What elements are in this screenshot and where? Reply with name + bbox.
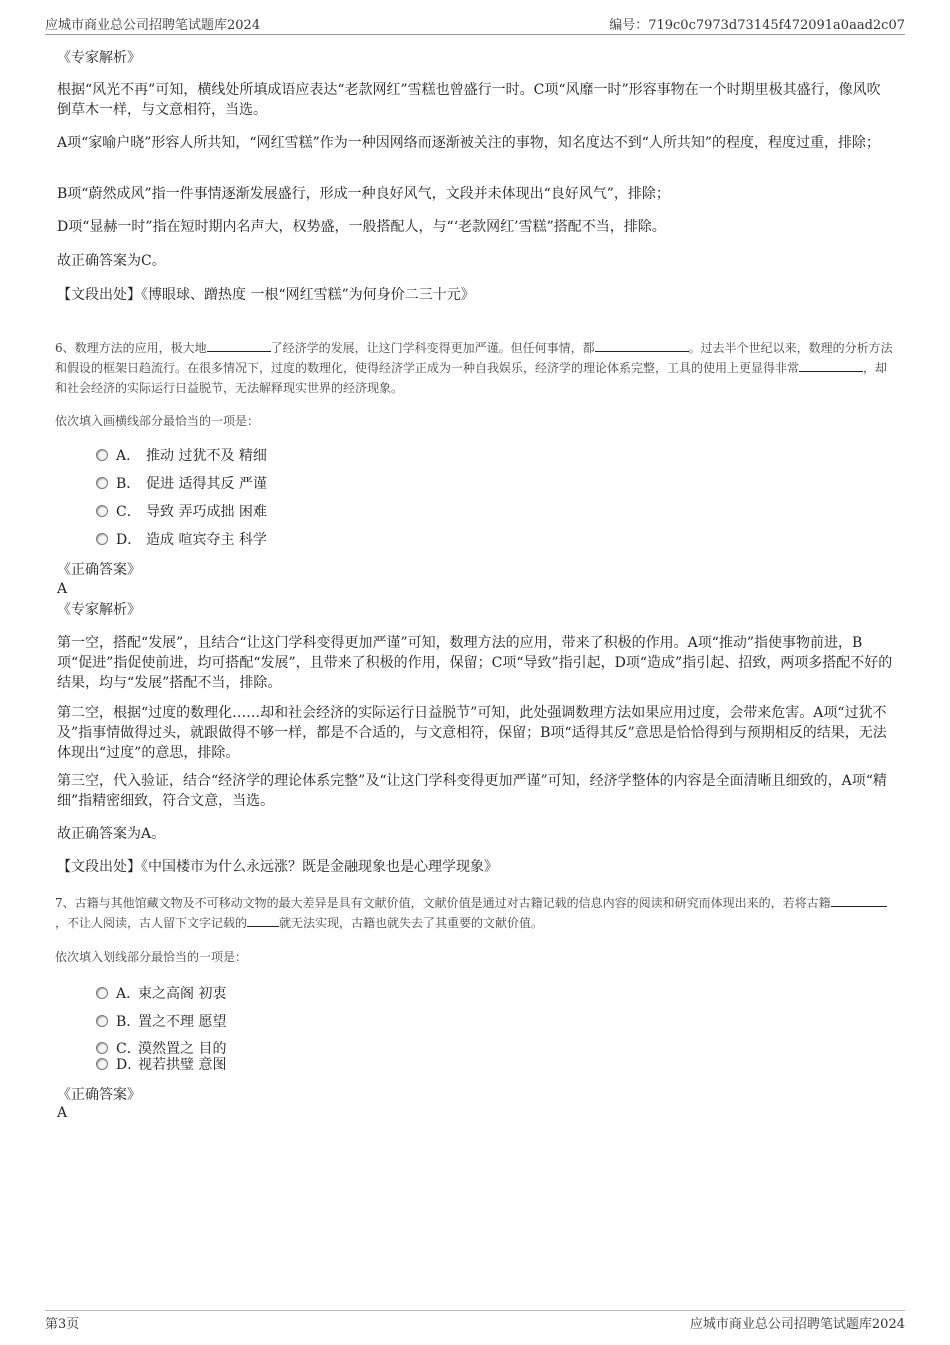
prev-analysis-p1: 根据“风光不再”可知，横线处所填成语应表达“老款网红”雪糕也曾盛行一时。C项“风靡一时”形容事物在一个时期里极其盛行，像风吹倒草木一样，与文意相符，当选。 bbox=[57, 82, 881, 118]
option-label: C． bbox=[116, 1041, 141, 1057]
radio-icon[interactable] bbox=[96, 1058, 108, 1070]
footer-page-number: 第3页 bbox=[45, 1317, 80, 1332]
option-text: 导致 弄巧成拙 困难 bbox=[146, 504, 267, 520]
q7-text-2: ，不让人阅读，古人留下文字记载的 bbox=[55, 916, 248, 930]
option-text: 推动 过犹不及 精细 bbox=[146, 448, 267, 464]
option-label: B． bbox=[116, 1014, 141, 1030]
page-header bbox=[45, 14, 905, 34]
q6-source: 【文段出处】《中国楼市为什么永远涨？既是金融现象也是心理学现象》 bbox=[57, 859, 498, 875]
question-7-stem bbox=[55, 893, 895, 933]
radio-icon[interactable] bbox=[96, 477, 108, 489]
option-label: D． bbox=[116, 532, 142, 548]
footer-title: 应城市商业总公司招聘笔试题库2024 bbox=[689, 1317, 905, 1332]
q6-answer: A bbox=[57, 581, 68, 597]
q6-blank-3[interactable] bbox=[799, 359, 863, 372]
q7-option-a[interactable] bbox=[96, 985, 226, 1003]
q7-blank-1[interactable] bbox=[831, 894, 887, 907]
q6-conclusion: 故正确答案为A。 bbox=[57, 826, 166, 842]
header-title: 应城市商业总公司招聘笔试题库2024 bbox=[45, 18, 261, 33]
q6-analysis-p3: 第三空，代入验证，结合“经济学的理论体系完整”及“让这门学科变得更加严谨”可知，经济学整体的内容是全面清晰且细致的，A项“精细”指精密细致，符合文意，当选。 bbox=[57, 773, 887, 809]
prev-analysis-p3: B项“蔚然成风”指一件事情逐渐发展盛行，形成一种良好风气，文段并未体现出“良好风气”，排除； bbox=[57, 186, 670, 202]
option-text: 视若拱璧 意图 bbox=[138, 1057, 227, 1073]
option-text: 漠然置之 目的 bbox=[138, 1041, 227, 1057]
q6-text-1: 6、数理方法的应用，极大地 bbox=[55, 341, 207, 355]
q6-option-a[interactable] bbox=[96, 447, 267, 465]
option-label: A． bbox=[116, 448, 141, 464]
footer-divider bbox=[45, 1310, 905, 1311]
q7-option-b[interactable] bbox=[96, 1013, 226, 1031]
q7-answer-label: 《正确答案》 bbox=[57, 1087, 141, 1103]
option-text: 促进 适得其反 严谨 bbox=[146, 476, 267, 492]
q7-option-d[interactable] bbox=[96, 1056, 226, 1074]
q6-blank-2[interactable] bbox=[595, 339, 689, 352]
q6-option-c[interactable] bbox=[96, 503, 267, 521]
prev-analysis-p4: D项“显赫一时”指在短时期内名声大，权势盛，一般搭配人，与“‘老款网红’雪糕”搭配不当，排除。 bbox=[57, 219, 666, 235]
prev-analysis-label: 《专家解析》 bbox=[57, 50, 141, 66]
prev-analysis-p2: A项“家喻户晓”形容人所共知，“网红雪糕”作为一种因网络而逐渐被关注的事物，知名度达不到“人所共知”的程度，程度过重，排除； bbox=[57, 135, 881, 151]
q6-analysis-p1: 第一空，搭配“发展”，且结合“让这门学科变得更加严谨”可知，数理方法的应用，带来了积极的作用。A项“推动”指使事物前进，B项“促进”指促使前进，均可搭配“发展”，且带来了积极的作用，保留；C项“导致”指引起，D项“造成”指引起、招致，两项多搭配不好的结果，均与“发展”搭配不当，排除。 bbox=[57, 635, 893, 691]
q6-option-d[interactable] bbox=[96, 531, 267, 549]
q6-blank-1[interactable] bbox=[207, 339, 271, 352]
radio-icon[interactable] bbox=[96, 1015, 108, 1027]
option-text: 束之高阁 初衷 bbox=[138, 986, 227, 1002]
q7-blank-2[interactable] bbox=[247, 914, 279, 927]
radio-icon[interactable] bbox=[96, 505, 108, 517]
q7-text-3: 就无法实现，古籍也就失去了其重要的文献价值。 bbox=[279, 916, 544, 930]
option-label: C． bbox=[116, 504, 141, 520]
prev-conclusion: 故正确答案为C。 bbox=[57, 253, 166, 269]
q7-instruction: 依次填入划线部分最恰当的一项是： bbox=[55, 950, 248, 964]
header-doc-id: 编号：719c0c7973d73145f472091a0aad2c07 bbox=[609, 18, 905, 33]
q6-text-4: ，却和社会经济的实际运行日益脱节，无法解释现实世界的经济现象。 bbox=[55, 361, 888, 395]
option-label: B． bbox=[116, 476, 141, 492]
q6-text-2: 了经济学的发展，让这门学科变得更加严谨。但任何事情，都 bbox=[270, 341, 595, 355]
q6-option-b[interactable] bbox=[96, 475, 267, 493]
radio-icon[interactable] bbox=[96, 533, 108, 545]
q6-analysis-p2: 第二空，根据“过度的数理化……却和社会经济的实际运行日益脱节”可知，此处强调数理方法如果应用过度，会带来危害。A项“过犹不及”指事情做得过头，就跟做得不够一样，都是不合适的，与文意相符，保留；B项“适得其反”意思是恰恰得到与预期相反的结果，无法体现出“过度”的意思，排除。 bbox=[57, 705, 887, 761]
q6-analysis-label: 《专家解析》 bbox=[57, 602, 141, 618]
option-text: 造成 喧宾夺主 科学 bbox=[146, 532, 267, 548]
q6-answer-label: 《正确答案》 bbox=[57, 562, 141, 578]
q7-answer: A bbox=[57, 1105, 68, 1121]
option-label: A． bbox=[116, 986, 141, 1002]
header-divider bbox=[45, 34, 905, 35]
q6-instruction: 依次填入画横线部分最恰当的一项是： bbox=[55, 414, 260, 428]
prev-source: 【文段出处】《博眼球、蹭热度 一根“网红雪糕”为何身价二三十元》 bbox=[57, 287, 475, 303]
q6-text-3: 。过去半个世纪以来，数理的分析方法和假设的框架日趋流行。在很多情况下，过度的数理化，使得经济学正成为一种自我娱乐，经济学的理论体系完整，工具的使用上更显得非常 bbox=[55, 341, 893, 375]
radio-icon[interactable] bbox=[96, 449, 108, 461]
q7-text-1: 7、古籍与其他馆藏文物及不可移动文物的最大差异是具有文献价值，文献价值是通过对古籍记载的信息内容的阅读和研究而体现出来的，若将古籍 bbox=[55, 896, 831, 910]
question-6-stem bbox=[55, 338, 895, 398]
radio-icon[interactable] bbox=[96, 1042, 108, 1054]
option-label: D． bbox=[116, 1057, 142, 1073]
radio-icon[interactable] bbox=[96, 987, 108, 999]
option-text: 置之不理 愿望 bbox=[138, 1014, 227, 1030]
